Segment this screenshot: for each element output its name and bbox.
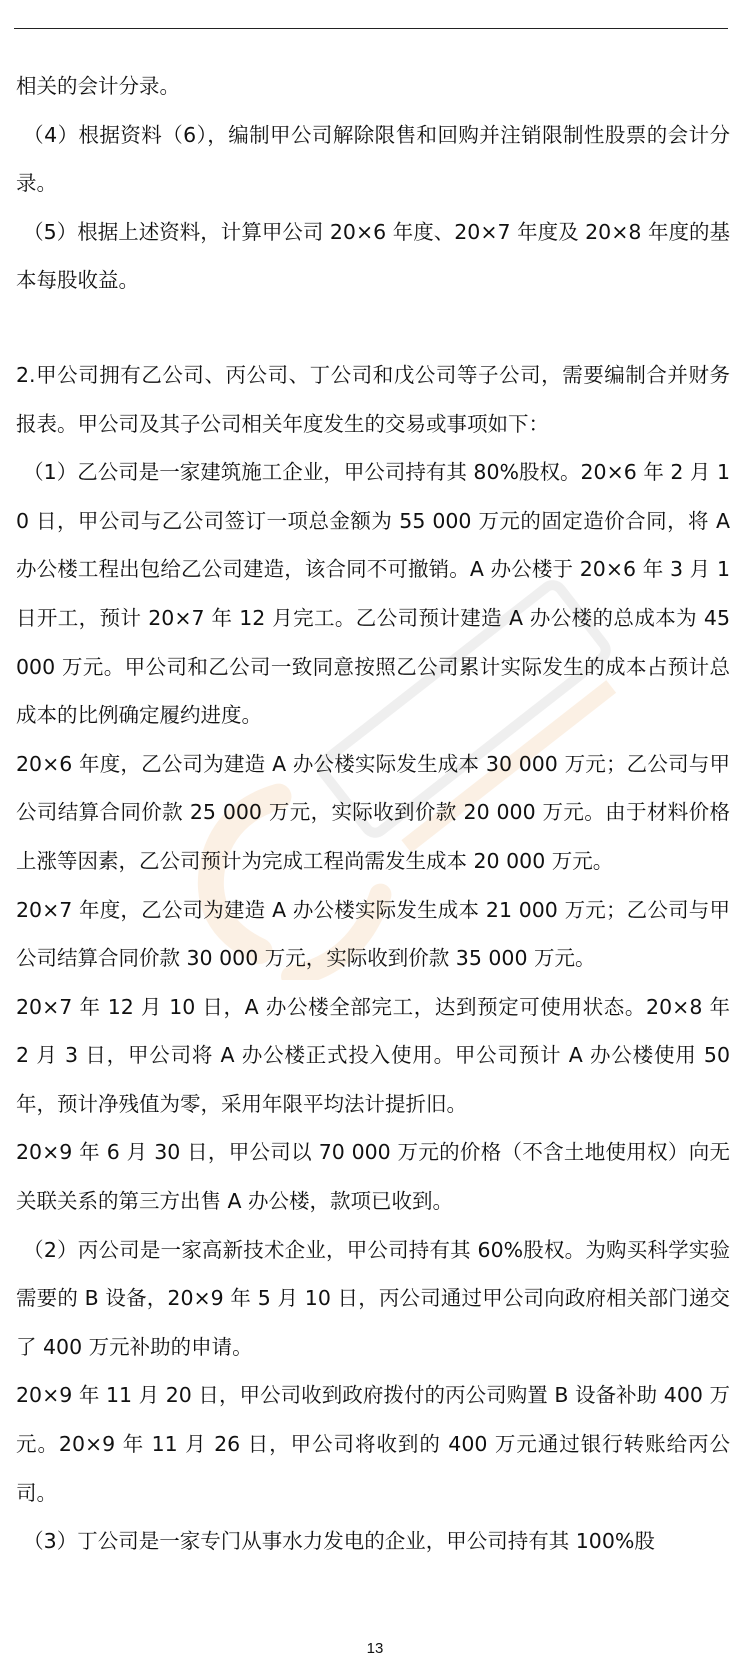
item-1-completion: 20×7 年 12 月 10 日，A 办公楼全部完工，达到预定可使用状态。20×8 年 2 月 3 日，甲公司将 A 办公楼正式投入使用。甲公司预计 A 办公楼使用 50 年，预计净残值为零，采用年限平均法计提折旧。 [16, 994, 730, 1116]
item-2-grant: 20×9 年 11 月 20 日，甲公司收到政府拨付的丙公司购置 B 设备补助 400 万元。20×9 年 11 月 26 日，甲公司将收到的 400 万元通过银行转账给丙公司。 [16, 1383, 730, 1505]
item-1-sale: 20×9 年 6 月 30 日，甲公司以 70 000 万元的价格（不含土地使用权）向无关联关系的第三方出售 A 办公楼，款项已收到。 [16, 1140, 730, 1214]
item-1: （1）乙公司是一家建筑施工企业，甲公司持有其 80%股权。20×6 年 2 月 10 日，甲公司与乙公司签订一项总金额为 55 000 万元的固定造价合同，将 A 办公楼工程出包给乙公司建造，该合同不可撤销。A 办公楼于 20×6 年 3 月 1 日开工，预计 20×7 年 12 月完工。乙公司预计建造 A 办公楼的总成本为 45 000 万元。甲公司和乙公司一致同意按照乙公司累计实际发生的成本占预计总成本的比例确定履约进度。 [16, 460, 730, 728]
page-number: 13 [366, 1640, 384, 1657]
paragraph-continuation: 相关的会计分录。 [16, 74, 180, 98]
problem-2-intro: 2.甲公司拥有乙公司、丙公司、丁公司和戊公司等子公司，需要编制合并财务报表。甲公司及其子公司相关年度发生的交易或事项如下： [16, 362, 730, 436]
item-3: （3）丁公司是一家专门从事水力发电的企业，甲公司持有其 100%股 [23, 1529, 655, 1554]
item-1-year-20x6: 20×6 年度，乙公司为建造 A 办公楼实际发生成本 30 000 万元；乙公司与甲公司结算合同价款 25 000 万元，实际收到价款 20 000 万元。由于材料价格上涨等因素，乙公司预计为完成工程尚需发生成本 20 000 万元。 [16, 751, 730, 873]
document-body [16, 62, 730, 1566]
question-5: （5）根据上述资料，计算甲公司 20×6 年度、20×7 年度及 20×8 年度的基本每股收益。 [16, 219, 730, 293]
section-gap [16, 305, 730, 351]
item-2: （2）丙公司是一家高新技术企业，甲公司持有其 60%股权。为购买科学实验需要的 B 设备，20×9 年 5 月 10 日，丙公司通过甲公司向政府相关部门递交了 400 万元补助的申请。 [16, 1237, 730, 1359]
item-1-year-20x7: 20×7 年度，乙公司为建造 A 办公楼实际发生成本 21 000 万元；乙公司与甲公司结算合同价款 30 000 万元，实际收到价款 35 000 万元。 [16, 897, 730, 971]
question-4: （4）根据资料（6），编制甲公司解除限售和回购并注销限制性股票的会计分录。 [16, 122, 730, 196]
header-rule [14, 28, 728, 29]
